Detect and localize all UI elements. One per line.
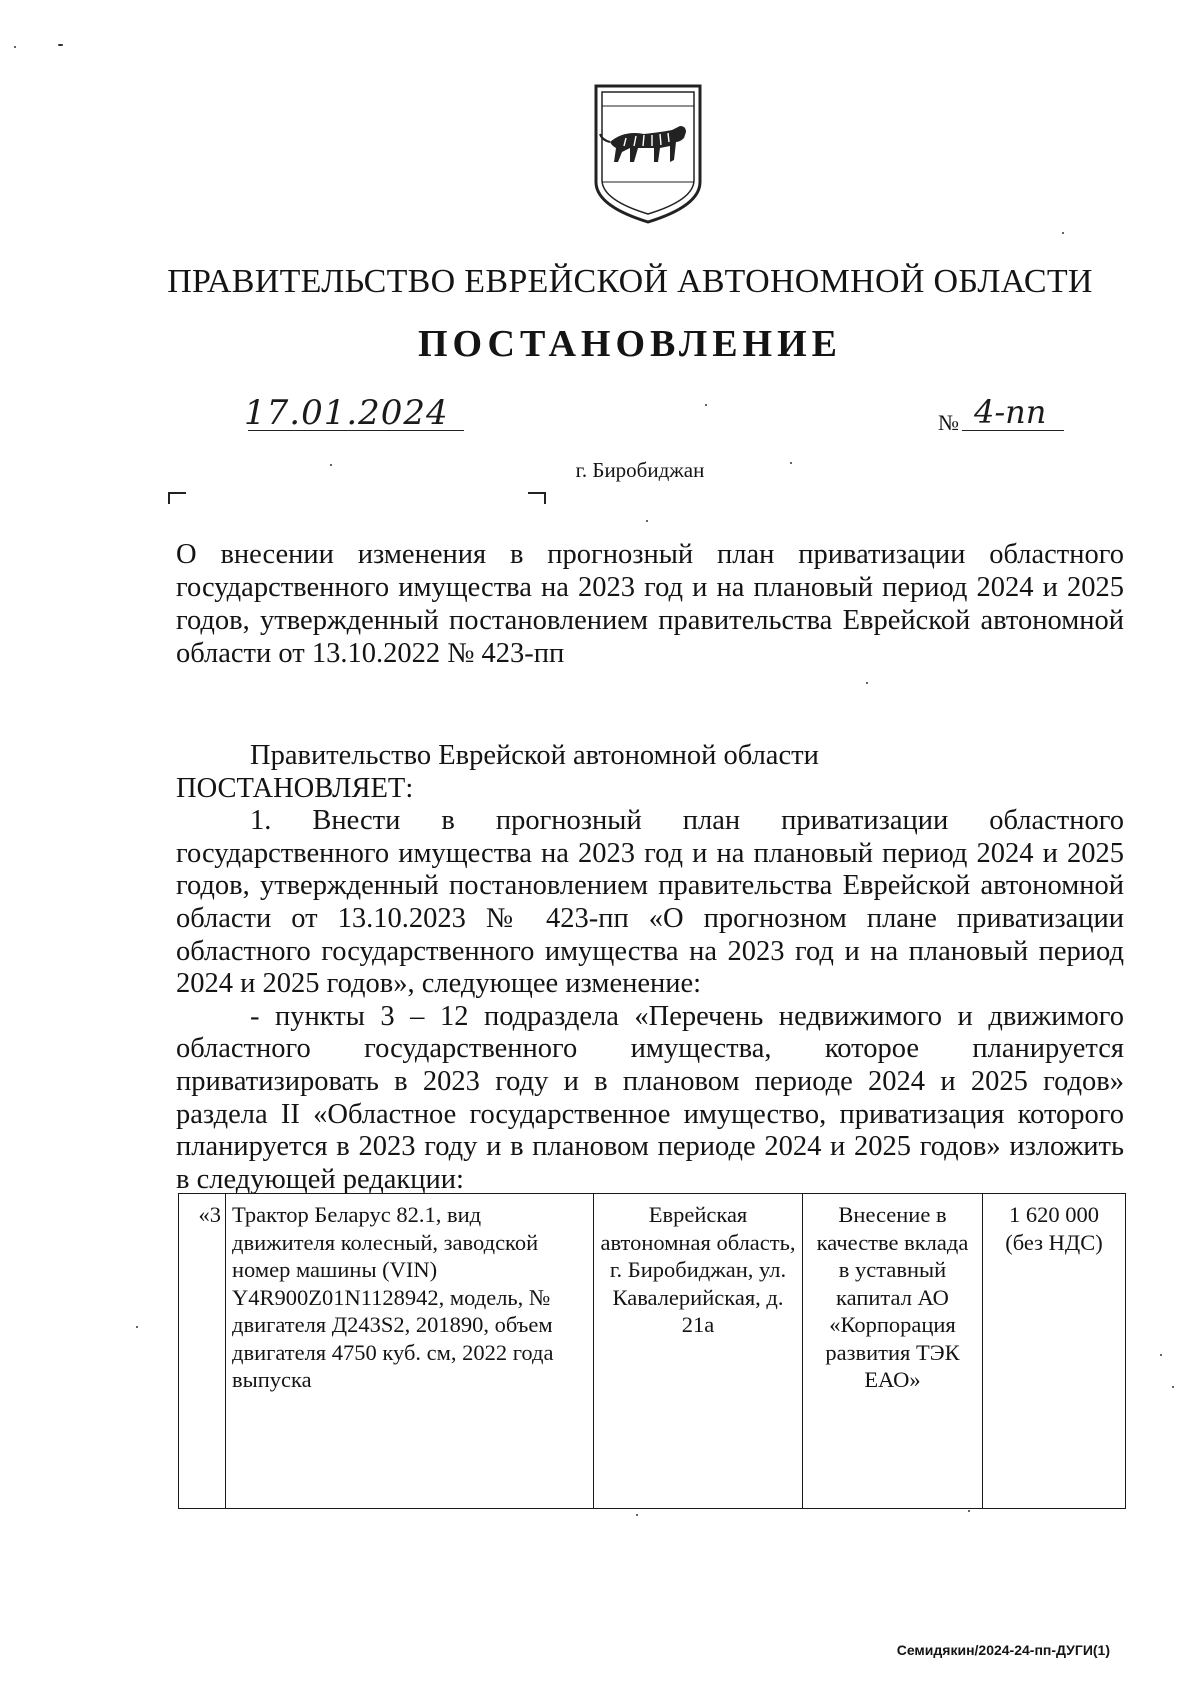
scan-speck bbox=[58, 44, 63, 46]
scan-speck bbox=[646, 520, 648, 522]
preamble: Правительство Еврейской автономной области bbox=[250, 740, 819, 771]
number-underline bbox=[962, 430, 1064, 431]
scan-speck bbox=[1172, 1386, 1174, 1388]
scan-speck bbox=[866, 682, 868, 684]
item-1: 1. Внести в прогнозный план приватизации областного государственного имущества на 2023 год и на плановый период 2024 и 2025 годов, утвержденный постановлением правительства Еврейской автономной области от 13.10.2023 № 423-пп «О прогнозном плане приватизации областного государственного имущества на 2023 год и на плановый период 2024 и 2025 годов», следующее изменение: bbox=[176, 805, 1124, 1000]
subject-corner-right bbox=[528, 492, 546, 504]
privatization-table bbox=[178, 1193, 1126, 1509]
table-row bbox=[179, 1194, 1126, 1509]
scan-speck bbox=[1160, 1354, 1162, 1356]
crest-icon bbox=[588, 82, 708, 228]
scan-speck bbox=[790, 462, 792, 464]
scan-speck bbox=[968, 1510, 970, 1512]
row-number: «3 bbox=[179, 1194, 226, 1509]
organization-title: ПРАВИТЕЛЬСТВО ЕВРЕЙСКОЙ АВТОНОМНОЙ ОБЛАСТИ bbox=[167, 263, 1093, 300]
date-handwritten: 17.01.2024 bbox=[244, 393, 449, 433]
city: г. Биробиджан bbox=[575, 458, 705, 482]
property-price: 1 620 000 (без НДС) bbox=[983, 1194, 1126, 1509]
subject-corner-left bbox=[168, 492, 186, 504]
scan-speck bbox=[636, 1514, 638, 1516]
privatization-method: Внесение в качестве вклада в уставный капитал АО «Корпорация развития ТЭК ЕАО» bbox=[803, 1194, 983, 1509]
scan-speck bbox=[330, 464, 332, 466]
property-location: Еврейская автономная область, г. Биробиджан, ул. Кавалерийская, д. 21а bbox=[594, 1194, 803, 1509]
date-underline bbox=[248, 430, 464, 431]
footer-code: Семидякин/2024-24-пп-ДУГИ(1) bbox=[896, 1642, 1110, 1658]
scan-speck bbox=[136, 1326, 138, 1328]
number-sign: № bbox=[938, 410, 959, 435]
scan-speck bbox=[705, 404, 707, 406]
document-body bbox=[176, 740, 1124, 1196]
property-description: Трактор Беларус 82.1, вид движителя колесный, заводской номер машины (VIN) Y4R900Z01N1128942, модель, № двигателя Д243S2, 201890, объем двигателя 4750 куб. см, 2022 года выпуска bbox=[226, 1194, 594, 1509]
number-handwritten: 4-пп bbox=[974, 393, 1047, 431]
document-type: ПОСТАНОВЛЕНИЕ bbox=[417, 323, 843, 365]
scan-speck bbox=[1062, 232, 1064, 234]
resolves: ПОСТАНОВЛЯЕТ: bbox=[176, 772, 414, 804]
change-paragraph: - пункты 3 – 12 подраздела «Перечень недвижимого и движимого областного государственного имущества, которое планируется приватизировать в 2023 году и в плановом периоде 2024 и 2025 годов» раздела II «Областное государственное имущество, приватизация которого планируется в 2023 году и в плановом периоде 2024 и 2025 годов» изложить в следующей редакции: bbox=[176, 1000, 1124, 1195]
document-subject: О внесении изменения в прогнозный план приватизации областного государственного имущества на 2023 год и на плановый период 2024 и 2025 годов, утвержденный постановлением правительства Еврейской автономной области от 13.10.2022 № 423-пп bbox=[176, 539, 1124, 669]
scan-speck bbox=[14, 46, 16, 48]
